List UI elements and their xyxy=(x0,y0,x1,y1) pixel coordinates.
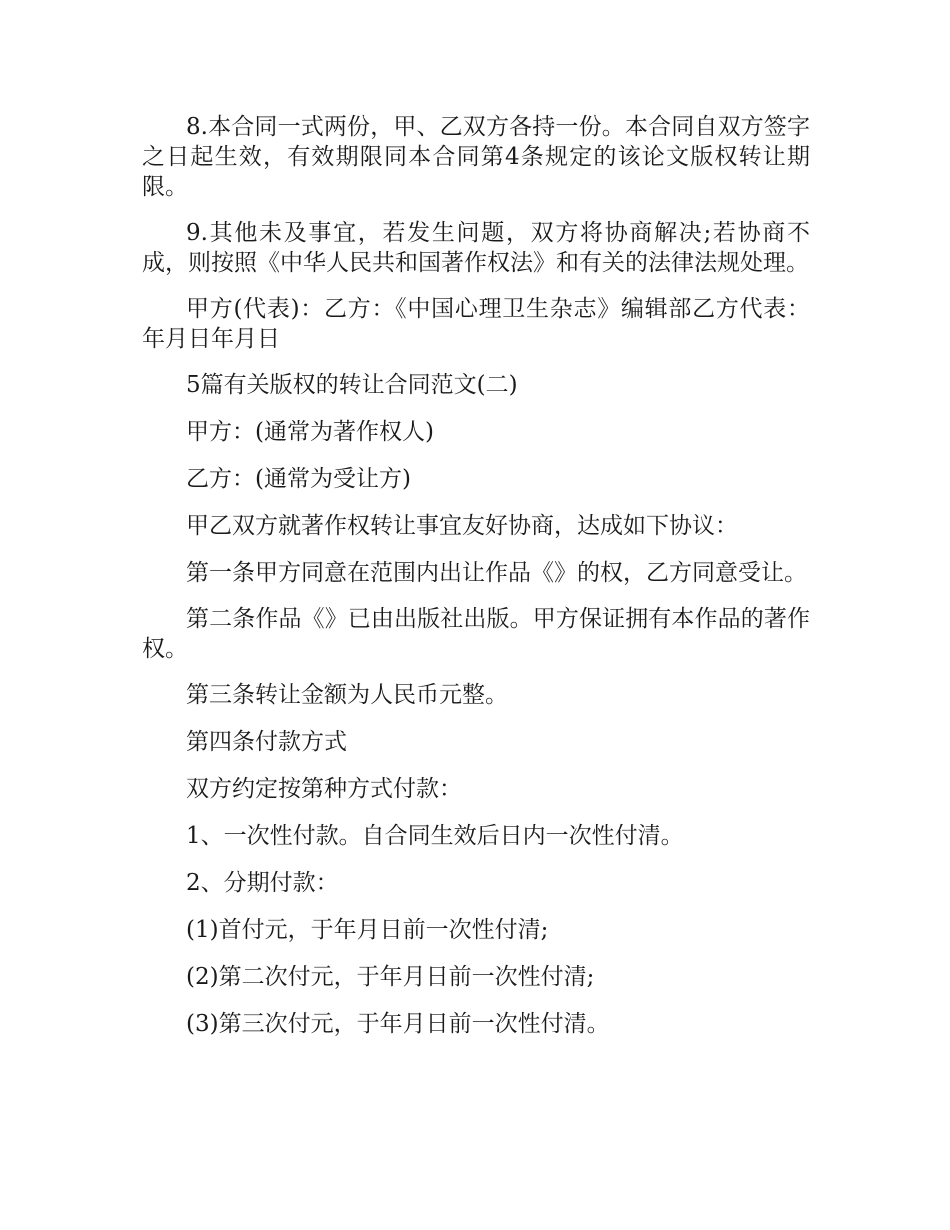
paragraph-party-a: 甲方：(通常为著作权人) xyxy=(186,419,434,445)
paragraph-agreement-intro: 甲乙双方就著作权转让事宜友好协商，达成如下协议： xyxy=(186,513,738,539)
paragraph-clause-8: 8.本合同一式两份，甲、乙双方各持一份。本合同自双方签字之日起生效，有效期限同本合同第4条规定的该论文版权转让期限。 xyxy=(142,114,810,200)
paragraph-installments: 2、分期付款： xyxy=(186,870,339,896)
paragraph-lump-sum: 1、一次性付款。自合同生效后日内一次性付清。 xyxy=(186,823,684,849)
paragraph-article-1: 第一条甲方同意在范围内出让作品《》的权，乙方同意受让。 xyxy=(186,560,807,586)
paragraph-installment-1: (1)首付元，于年月日前一次性付清; xyxy=(186,917,549,943)
section-heading: 5篇有关版权的转让合同范文(二) xyxy=(186,372,518,398)
paragraph-installment-3: (3)第三次付元，于年月日前一次性付清。 xyxy=(186,1011,610,1037)
paragraph-article-2: 第二条作品《》已由出版社出版。甲方保证拥有本作品的著作权。 xyxy=(142,606,810,662)
document-page xyxy=(142,112,810,1056)
paragraph-payment-method: 双方约定按第种方式付款： xyxy=(186,776,462,802)
paragraph-clause-9: 9.其他未及事宜，若发生问题，双方将协商解决;若协商不成，则按照《中华人民共和国著作权法》和有关的法律法规处理。 xyxy=(142,220,810,276)
paragraph-article-4: 第四条付款方式 xyxy=(186,729,347,755)
paragraph-article-3: 第三条转让金额为人民币元整。 xyxy=(186,682,508,708)
paragraph-installment-2: (2)第二次付元，于年月日前一次性付清; xyxy=(186,964,595,990)
paragraph-signatures: 甲方(代表)：乙方：《中国心理卫生杂志》编辑部乙方代表：年月日年月日 xyxy=(142,296,810,352)
paragraph-party-b: 乙方：(通常为受让方) xyxy=(186,466,411,492)
